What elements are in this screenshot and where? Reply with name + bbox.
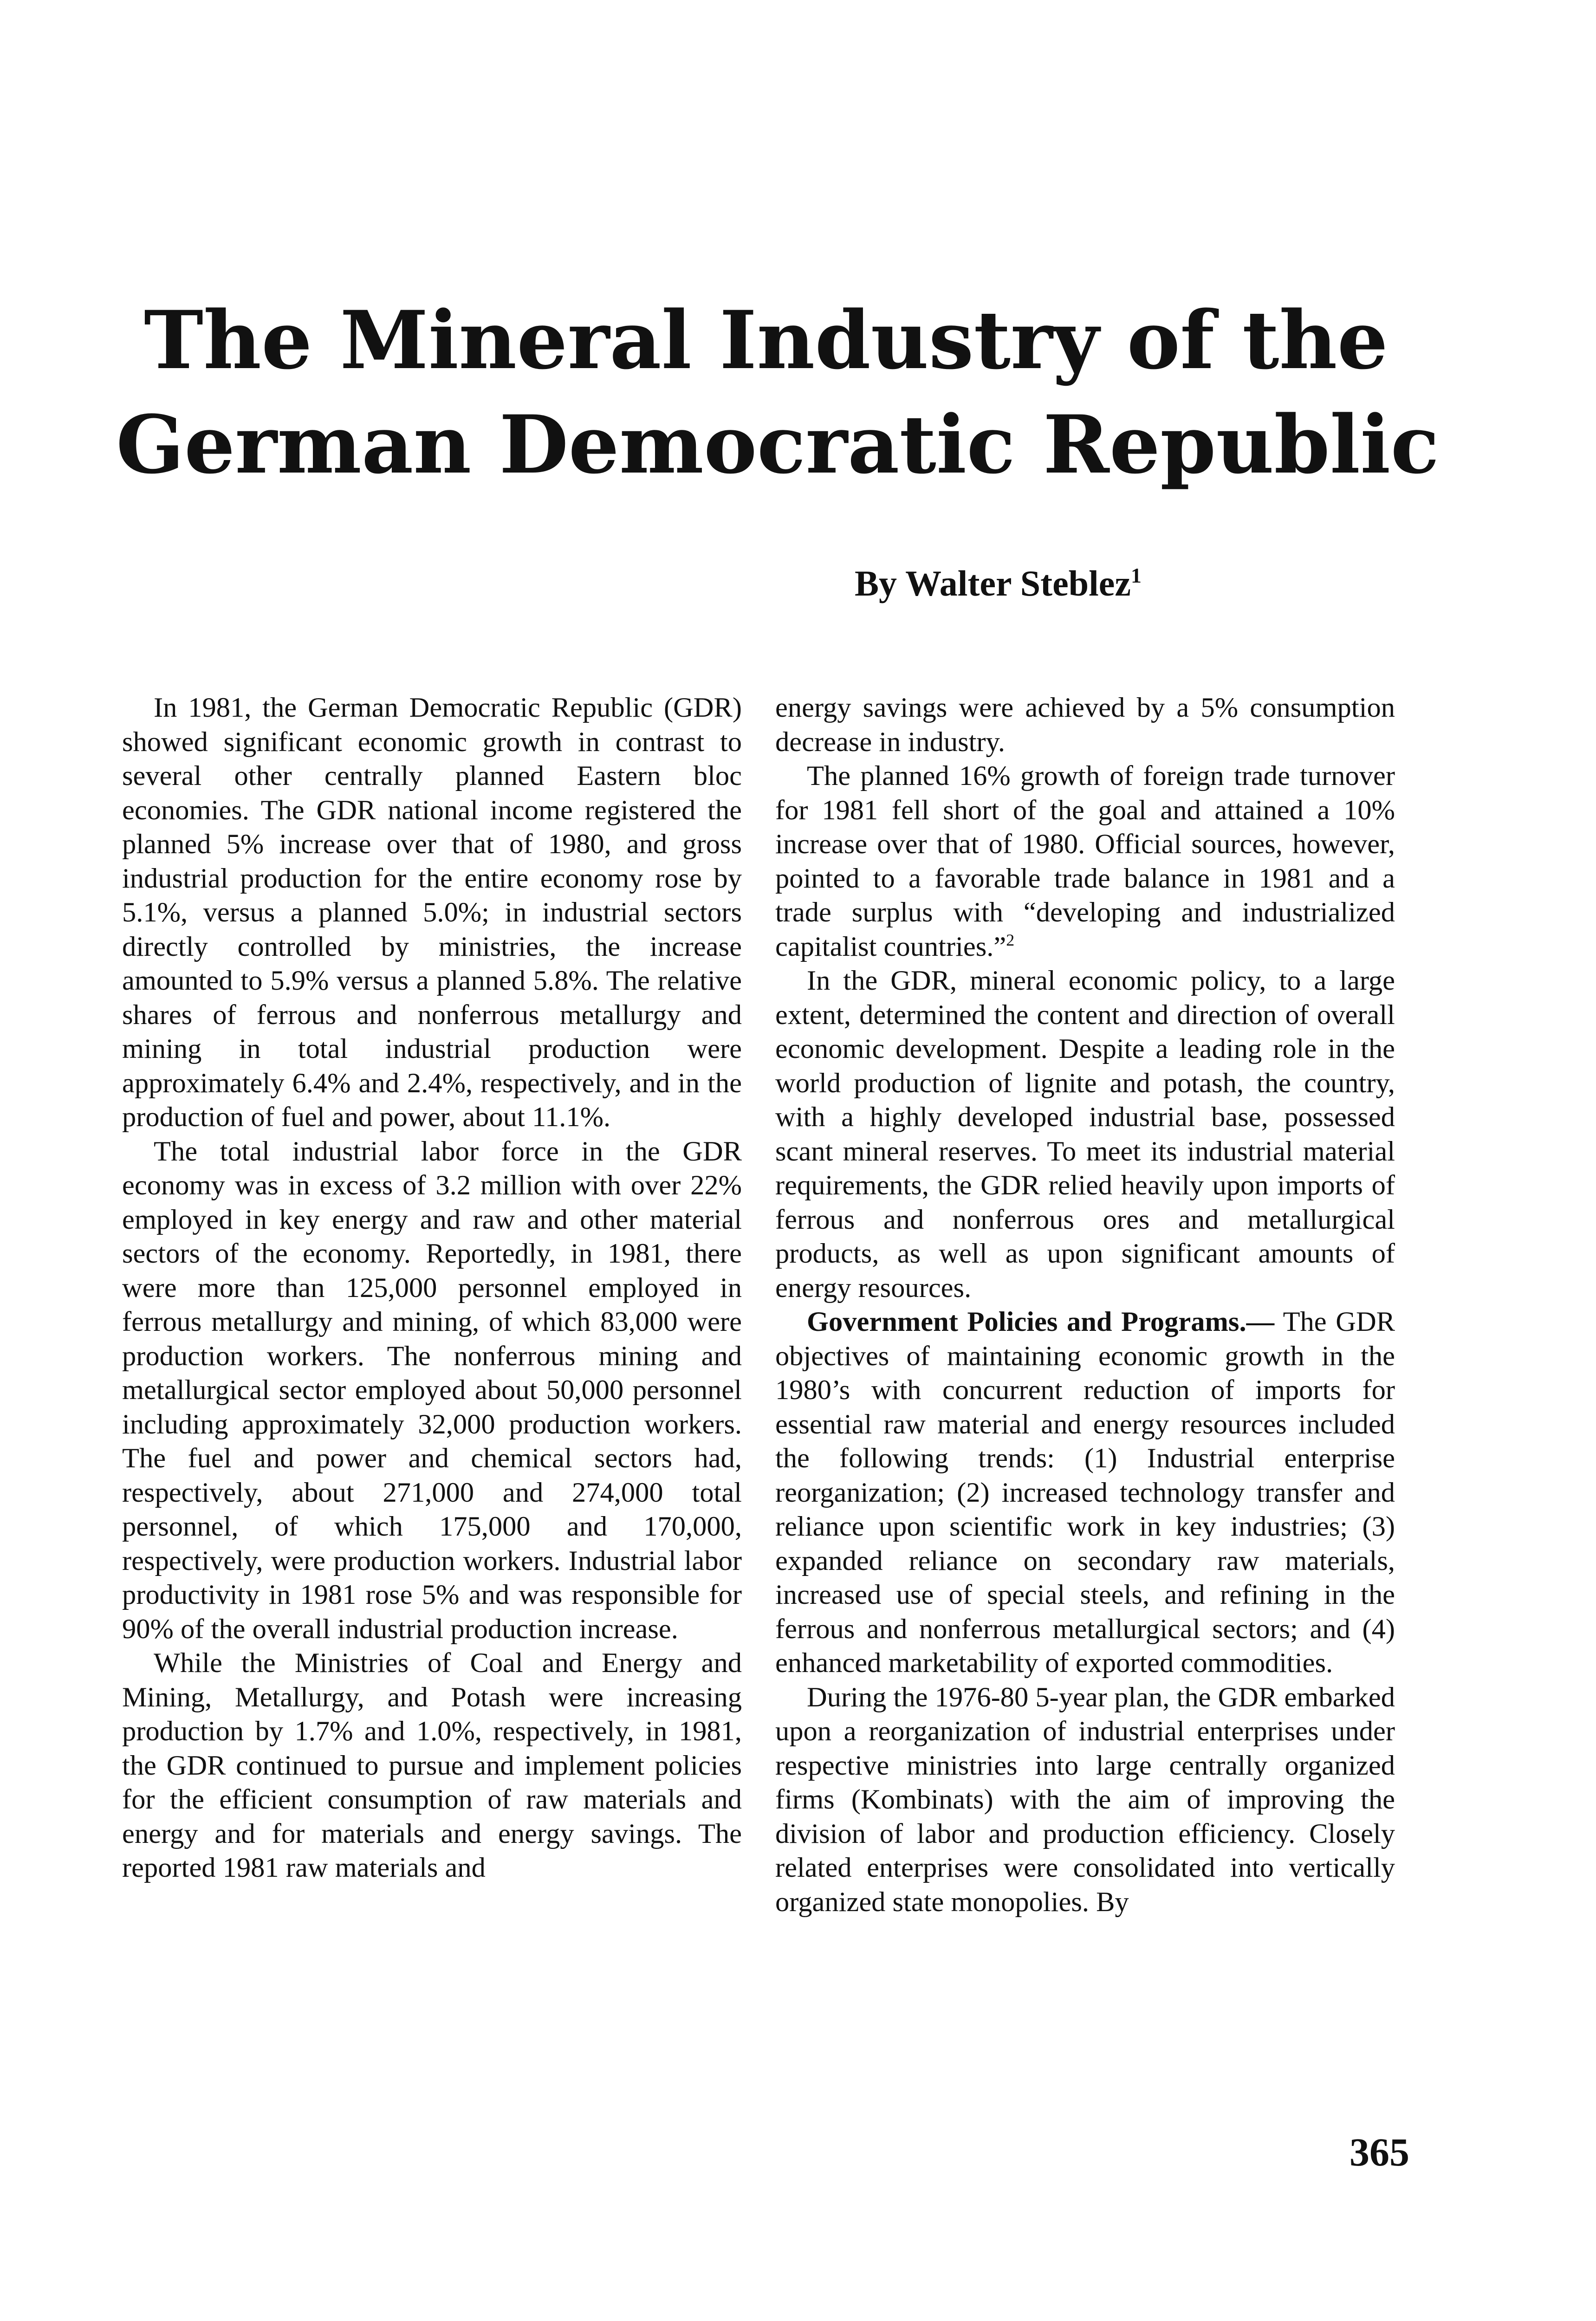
foreign-trade-text: The planned 16% growth of foreign trade turnover for 1981 fell short of the goal and attained a 10% increase over that of 1980. Official sources, however, pointed to a favorable trade balance in 1981 and a trade surplus with “developing and industrialized capitalist countries.” [775,760,1395,962]
government-policies-text: The GDR objectives of maintaining economic growth in the 1980’s with concurrent reduction of imports for essential raw material and energy resources included the following trends: (1) Industrial enterprise reorganization; (2) increased technology transfer and reliance upon scientific work in key industries; (3) expanded reliance on secondary raw materials, increased use of special steels, and refining in the ferrous and nonferrous metallurgical sectors; and (4) enhanced marketability of exported commodities. [775,1306,1395,1679]
paragraph-mineral-policy: In the GDR, mineral economic policy, to a large extent, determined the content and direction of overall economic development. Despite a leading role in the world production of lignite and potash, the country, with a highly developed industrial base, possessed scant mineral reserves. To meet its industrial material requirements, the GDR relied heavily upon imports of ferrous and nonferrous ores and metallurgical products, as well as upon significant amounts of energy resources. [775,965,1395,1303]
author-byline [580,552,1416,607]
footnote-marker-2: 2 [1006,930,1015,949]
article-title-line-1: The Mineral Industry of the [144,293,1388,387]
article-title-line-2: German Democratic Republic [116,397,1440,492]
paragraph-government-policies [775,1305,1395,1680]
section-heading-government-policies: Government Policies and Programs.— [807,1306,1275,1337]
paragraph-reorganization: During the 1976-80 5-year plan, the GDR embarked upon a reorganization of industrial enterprises under respective ministries into large centrally organized firms (Kombinats) with the aim of improving the division of labor and production efficiency. Closely related enterprises were consolidated into vertically organized state monopolies. By [775,1681,1395,1918]
left-text-column [122,691,742,1885]
paragraph-ministries-production: While the Ministries of Coal and Energy and Mining, Metallurgy, and Potash were increasing production by 1.7% and 1.0%, respectively, in 1981, the GDR continued to pursue and implement policies for the efficient consumption of raw materials and energy and for materials and energy savings. The reported 1981 raw materials and [122,1647,742,1883]
paragraph-energy-savings-continued: energy savings were achieved by a 5% consumption decrease in industry. [775,692,1395,758]
right-text-column [775,691,1395,1919]
paragraph-economic-growth: In 1981, the German Democratic Republic (GDR) showed significant economic growth in contrast to several other centrally planned Eastern bloc economies. The GDR national income registered the planned 5% increase over that of 1980, and gross industrial production for the entire economy rose by 5.1%, versus a planned 5.0%; in industrial sectors directly controlled by ministries, the increase amounted to 5.9% versus a planned 5.8%. The relative shares of ferrous and nonferrous metallurgy and mining in total industrial production were approximately 6.4% and 2.4%, respectively, and in the production of fuel and power, about 11.1%. [122,692,742,1133]
author-name: By Walter Steblez [854,563,1131,603]
page-number: 365 [1349,2130,1409,2174]
paragraph-foreign-trade [775,759,1395,964]
article-title [116,288,1440,497]
author-footnote-marker: 1 [1131,564,1142,587]
paragraph-labor-force: The total industrial labor force in the GDR economy was in excess of 3.2 million with over 22% employed in key energy and raw and other material sectors of the economy. Reportedly, in 1981, there were more than 125,000 personnel employed in ferrous metallurgy and mining, of which 83,000 were production workers. The nonferrous mining and metallurgical sector employed about 50,000 personnel including approximately 32,000 production workers. The fuel and power and chemical sectors had, respectively, about 271,000 and 274,000 total personnel, of which 175,000 and 170,000, respectively, were production workers. Industrial labor productivity in 1981 rose 5% and was responsible for 90% of the overall industrial production increase. [122,1135,742,1645]
